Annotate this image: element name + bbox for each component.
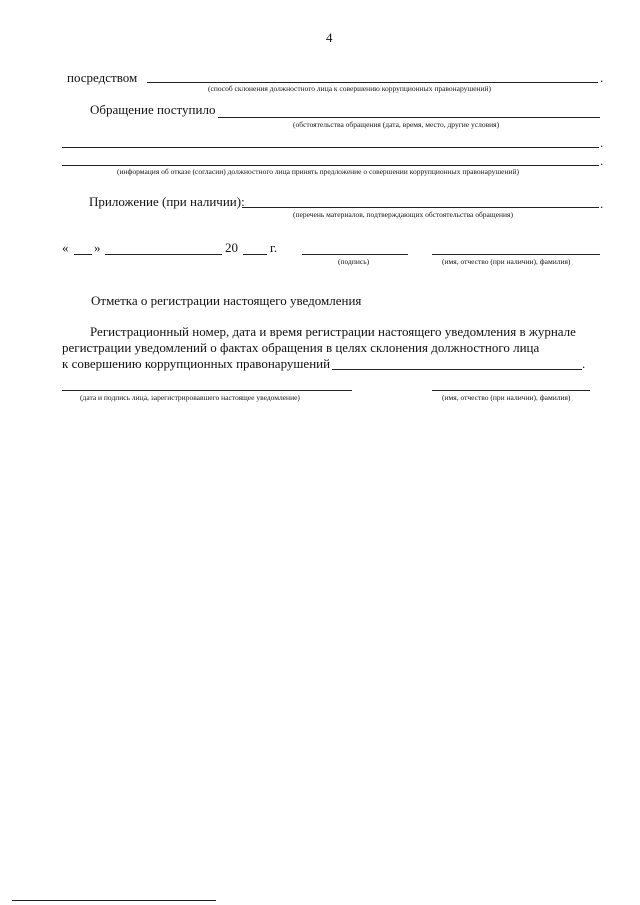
year-field-line[interactable] — [243, 254, 267, 255]
footnote-separator — [12, 900, 216, 901]
means-label: посредством — [67, 70, 138, 85]
appeal-label: Обращение поступило — [90, 102, 216, 117]
month-field-line[interactable] — [105, 254, 222, 255]
appeal-field-line[interactable] — [218, 117, 600, 118]
registrar-name-hint: (имя, отчество (при наличии), фамилия) — [442, 393, 571, 402]
refusal-field-line-2[interactable] — [62, 165, 599, 166]
registrar-sign-hint: (дата и подпись лица, зарегистрировавшего настоящее уведомление) — [80, 393, 300, 402]
registration-line-2: регистрации уведомлений о фактах обращения в целях склонения должностного лица — [62, 340, 540, 355]
registration-end: . — [582, 356, 586, 371]
attachment-end: . — [600, 196, 604, 211]
attachment-hint: (перечень материалов, подтверждающих обстоятельства обращения) — [293, 210, 513, 219]
registrar-name-line[interactable] — [432, 390, 590, 391]
refusal-hint: (информация об отказе (согласии) должностного лица принять предложение о совершении коррупционных правонарушений) — [117, 167, 520, 176]
attachment-label: Приложение (при наличии): — [89, 194, 245, 209]
means-end: . — [600, 70, 604, 85]
refusal-end-1: . — [600, 135, 604, 150]
attachment-field-line[interactable] — [242, 207, 599, 208]
quote-open: « — [62, 240, 69, 255]
name-hint: (имя, отчество (при наличии), фамилия) — [442, 257, 571, 266]
means-field-line[interactable] — [147, 82, 598, 83]
refusal-field-line-1[interactable] — [62, 147, 599, 148]
appeal-hint: (обстоятельства обращения (дата, время, место, другие условия) — [293, 120, 500, 129]
name-field-line[interactable] — [432, 254, 600, 255]
page-number: 4 — [326, 30, 333, 45]
refusal-end-2: . — [600, 153, 604, 168]
means-hint: (способ склонения должностного лица к совершению коррупционных правонарушений) — [208, 84, 492, 93]
signature-hint: (подпись) — [338, 257, 370, 266]
registration-field-line[interactable] — [332, 369, 582, 370]
registrar-sign-line[interactable] — [62, 390, 352, 391]
registration-line-1: Регистрационный номер, дата и время регистрации настоящего уведомления в журнале — [90, 324, 576, 339]
quote-close: » — [94, 240, 101, 255]
year-prefix: 20 — [225, 240, 238, 255]
registration-heading: Отметка о регистрации настоящего уведомления — [91, 293, 362, 308]
day-field-line[interactable] — [74, 254, 92, 255]
signature-field-line[interactable] — [302, 254, 408, 255]
registration-line-3: к совершению коррупционных правонарушений — [62, 356, 331, 371]
year-suffix: г. — [270, 240, 278, 255]
